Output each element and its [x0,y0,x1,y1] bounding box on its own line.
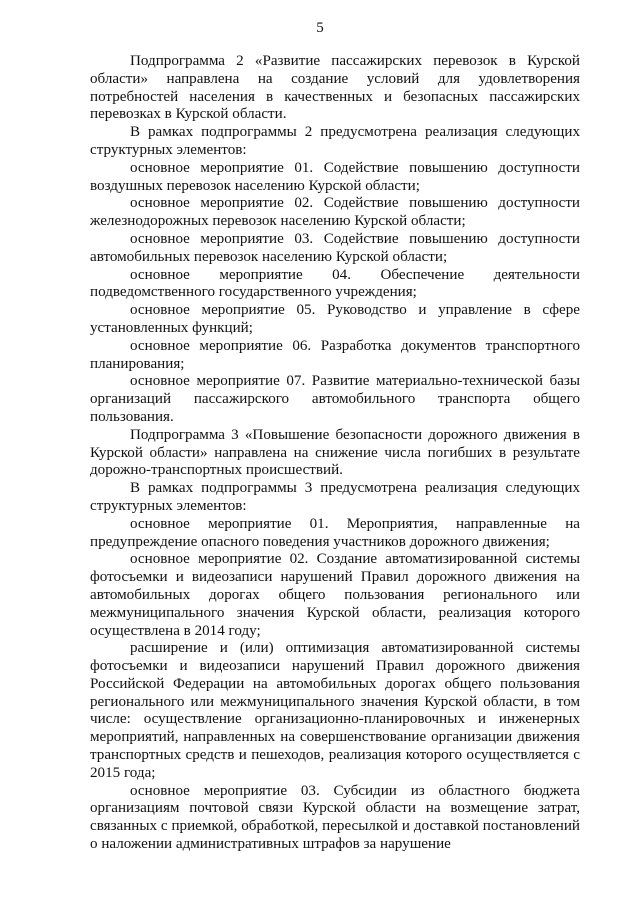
paragraph-sp2-measure-02: основное мероприятие 02. Содействие повышению доступности железнодорожных перевозок населению Курской области; [90,195,580,230]
paragraph-sp2-measure-07: основное мероприятие 07. Развитие материально-технической базы организаций пассажирского автомобильного транспорта общего пользования. [90,373,580,425]
paragraph-sp3-system-expansion: расширение и (или) оптимизация автоматизированной системы фотосъемки и видеозаписи нарушений Правил дорожного движения Российской Федерации на автомобильных дорогах общего пользования регионального или межмуниципального значения Курской области, в том числе: осуществление организационно-планировочных и инженерных мероприятий, направленных на совершенствование организации движения транспортных средств и пешеходов, реализация которого осуществляется с 2015 года; [90,640,580,781]
paragraph-sp2-measure-03: основное мероприятие 03. Содействие повышению доступности автомобильных перевозок населению Курской области; [90,230,580,265]
paragraph-sp3-measure-03: основное мероприятие 03. Субсидии из областного бюджета организациям почтовой связи Курской области на возмещение затрат, связанных с приемкой, обработкой, пересылкой и доставкой постановлений о наложении административных штрафов за нарушение [90,782,580,853]
paragraph-subprogram-3-elements-heading: В рамках подпрограммы 3 предусмотрена реализация следующих структурных элементов: [90,480,580,514]
paragraph-subprogram-2-intro: Подпрограмма 2 «Развитие пассажирских перевозок в Курской области» направлена на создание условий для удовлетворения потребностей населения в качественных и безопасных пассажирских перевозках в Курской области. [90,53,580,123]
paragraph-sp2-measure-04: основное мероприятие 04. Обеспечение деятельности подведомственного государственного учреждения; [90,266,580,301]
paragraph-subprogram-3-intro: Подпрограмма 3 «Повышение безопасности дорожного движения в Курской области» направлена на снижение числа погибших в результате дорожно-транспортных происшествий. [90,426,580,479]
paragraph-sp2-measure-01: основное мероприятие 01. Содействие повышению доступности воздушных перевозок населению Курской области; [90,159,580,194]
paragraph-sp3-measure-01: основное мероприятие 01. Мероприятия, направленные на предупреждение опасного поведения участников дорожного движения; [90,515,580,550]
paragraph-sp3-measure-02: основное мероприятие 02. Создание автоматизированной системы фотосъемки и видеозаписи нарушений Правил дорожного движения на автомобильных дорогах общего пользования регионального или межмуниципального значения Курской области, реализация которого осуществлена в 2014 году; [90,551,580,639]
paragraph-sp2-measure-06: основное мероприятие 06. Разработка документов транспортного планирования; [90,337,580,372]
document-body [90,53,580,854]
paragraph-sp2-measure-05: основное мероприятие 05. Руководство и управление в сфере установленных функций; [90,302,580,336]
page-number: 5 [316,20,324,36]
paragraph-subprogram-2-elements-heading: В рамках подпрограммы 2 предусмотрена реализация следующих структурных элементов: [90,124,580,158]
